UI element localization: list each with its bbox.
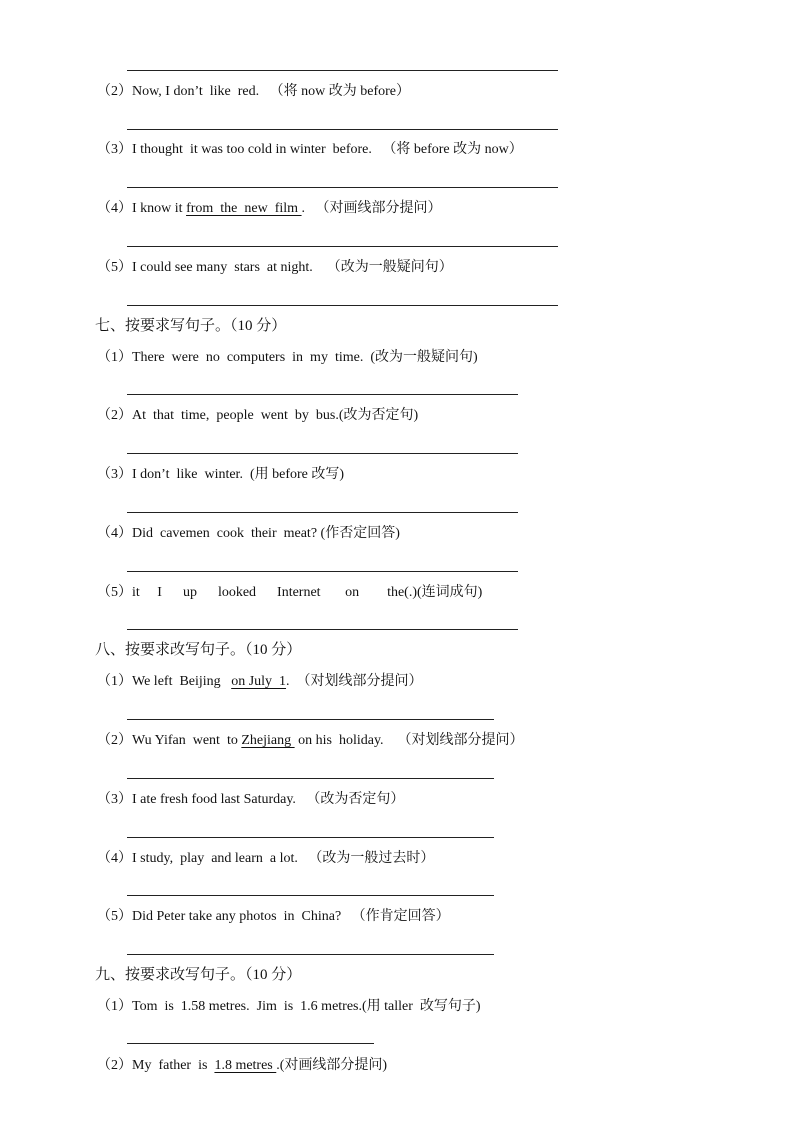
section-heading-8: 八、按要求改写句子。（10 分）: [95, 642, 302, 658]
answer-line[interactable]: [127, 954, 494, 955]
question-6-5: （5）I could see many stars at night. （改为一般疑问句）: [97, 260, 453, 275]
section-heading-7: 七、按要求写句子。（10 分）: [95, 318, 287, 334]
answer-line[interactable]: [127, 778, 494, 779]
question-7-3: （3）I don’t like winter. (用 before 改写): [97, 467, 345, 482]
question-instruction: . （对画线部分提问）: [301, 201, 442, 216]
answer-line[interactable]: [127, 719, 494, 720]
underlined-phrase: 1.8 metres: [214, 1058, 277, 1073]
question-text: （4）I know it: [97, 201, 187, 216]
question-7-1: （1）There were no computers in my time. (改为一般疑问句): [97, 350, 478, 365]
answer-line[interactable]: [127, 571, 518, 572]
answer-line[interactable]: [127, 187, 558, 188]
section-heading-9: 九、按要求改写句子。（10 分）: [95, 967, 302, 983]
answer-line[interactable]: [127, 394, 518, 395]
underlined-phrase: from the new film: [186, 201, 302, 216]
answer-line[interactable]: [127, 512, 518, 513]
question-text: （2）Wu Yifan went to: [97, 733, 242, 748]
answer-line[interactable]: [127, 629, 518, 630]
question-9-1: （1）Tom is 1.58 metres. Jim is 1.6 metres.(用 taller 改写句子): [97, 999, 481, 1014]
question-text: （1）We left Beijing: [97, 674, 232, 689]
question-instruction: on his holiday. （对划线部分提问）: [294, 733, 524, 748]
question-7-4: （4）Did cavemen cook their meat? (作否定回答): [97, 526, 400, 541]
question-7-5: （5）it I up looked Internet on the(.)(连词成句): [97, 585, 483, 600]
answer-line[interactable]: [127, 70, 558, 71]
question-8-2: [97, 732, 524, 750]
answer-line[interactable]: [127, 129, 558, 130]
question-6-3: （3）I thought it was too cold in winter before. （将 before 改为 now）: [97, 142, 523, 157]
question-7-2: （2）At that time, people went by bus.(改为否定句): [97, 408, 419, 423]
underlined-phrase: on July 1: [231, 674, 287, 689]
question-8-3: （3）I ate fresh food last Saturday. （改为否定句）: [97, 792, 405, 807]
answer-line[interactable]: [127, 837, 494, 838]
answer-line[interactable]: [127, 895, 494, 896]
question-9-2: [97, 1057, 387, 1075]
answer-line[interactable]: [127, 246, 558, 247]
question-6-4: [97, 200, 442, 218]
question-instruction: . （对划线部分提问）: [286, 674, 423, 689]
question-6-2: （2）Now, I don’t like red. （将 now 改为 before）: [97, 84, 411, 99]
question-instruction: .(对画线部分提问): [276, 1058, 388, 1073]
answer-line[interactable]: [127, 453, 518, 454]
question-text: （2）My father is: [97, 1058, 215, 1073]
answer-line[interactable]: [127, 305, 558, 306]
answer-line[interactable]: [127, 1043, 374, 1044]
question-8-5: （5）Did Peter take any photos in China? （作肯定回答）: [97, 909, 450, 924]
underlined-phrase: Zhejiang: [241, 733, 295, 748]
question-8-4: （4）I study, play and learn a lot. （改为一般过去时）: [97, 851, 435, 866]
question-8-1: [97, 673, 423, 691]
